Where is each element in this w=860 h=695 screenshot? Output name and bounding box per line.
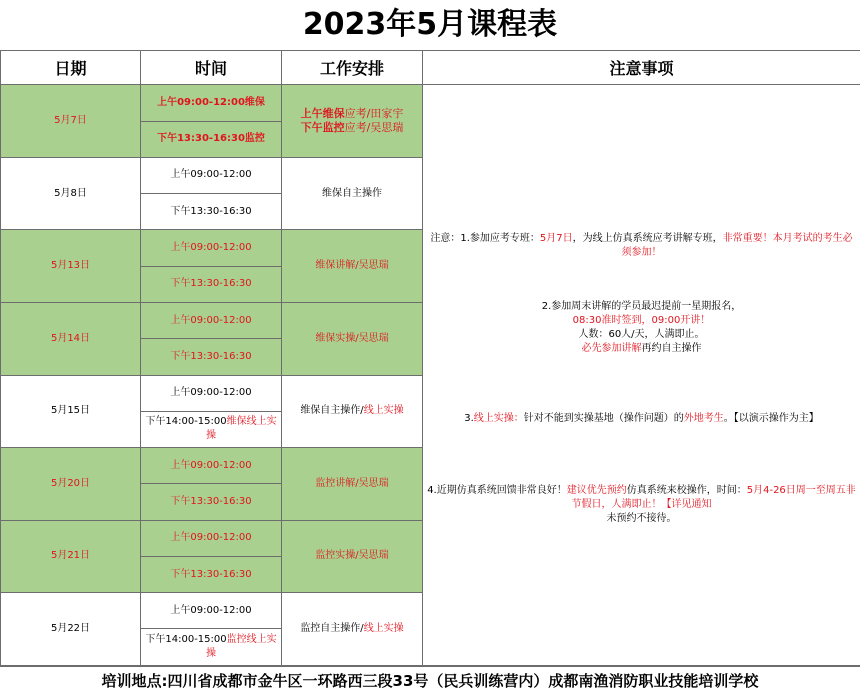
note-3 bbox=[427, 412, 856, 426]
note-2-line-1: 2.参加周末讲解的学员最迟提前一星期报名， bbox=[541, 301, 742, 313]
work-cell: 监控实操/吴思瑞 bbox=[282, 520, 423, 593]
work-line-1-bold: 上午维保 bbox=[300, 107, 345, 121]
note-1-desc: ，为线上仿真系统应考讲解专班， bbox=[572, 233, 723, 245]
time-morning: 上午09:00-12:00 bbox=[141, 157, 282, 193]
note-1-date: 5月7日 bbox=[539, 233, 573, 245]
table-row bbox=[1, 85, 860, 121]
work-cell: 维保实操/吴思瑞 bbox=[282, 302, 423, 375]
time-afternoon-hours: 下午14:00-15:00 bbox=[145, 634, 227, 646]
header-row bbox=[1, 51, 860, 85]
work-line-2-rest: 应考/吴思瑞 bbox=[344, 121, 404, 135]
note-4-desc: 仿真系统来校操作，时间： bbox=[626, 485, 747, 497]
header-work: 工作安排 bbox=[282, 51, 423, 85]
note-4 bbox=[427, 484, 856, 526]
work-self: 监控自主操作/ bbox=[300, 623, 364, 635]
note-4-dates: 5月4-26日周一至周五非节假日，人满即止！【详见通知 bbox=[571, 485, 856, 511]
work-self: 维保自主操作/ bbox=[300, 405, 364, 417]
note-1-important: 非常重要！本月考试的考生必须参加！ bbox=[621, 233, 853, 259]
time-afternoon-hours: 下午14:00-15:00 bbox=[145, 416, 227, 428]
note-2 bbox=[427, 300, 856, 356]
work-line-1-rest: 应考/田家宇 bbox=[344, 107, 404, 121]
time-afternoon-online: 维保线上实操 bbox=[206, 416, 277, 442]
time-morning: 上午09:00-12:00 bbox=[141, 448, 282, 484]
date-cell: 5月14日 bbox=[1, 302, 141, 375]
note-2-must: 必先参加讲解 bbox=[581, 343, 642, 355]
notes-cell bbox=[423, 85, 860, 666]
time-afternoon: 下午13:30-16:30 bbox=[141, 484, 282, 520]
work-online: 线上实操 bbox=[363, 623, 404, 635]
work-line-2 bbox=[282, 121, 422, 135]
header-date: 日期 bbox=[1, 51, 141, 85]
header-notes: 注意事项 bbox=[423, 51, 860, 85]
date-cell: 5月21日 bbox=[1, 520, 141, 593]
note-2-time: 08:30准时签到，09:00开讲！ bbox=[572, 315, 711, 327]
time-afternoon: 下午13:30-16:30 bbox=[141, 556, 282, 592]
work-line-1 bbox=[282, 107, 422, 121]
date-cell: 5月20日 bbox=[1, 448, 141, 521]
note-3-remote: 外地考生 bbox=[683, 413, 724, 425]
time-morning: 上午09:00-12:00 bbox=[141, 520, 282, 556]
time-afternoon: 下午13:30-16:30 bbox=[141, 194, 282, 230]
time-morning: 上午09:00-12:00维保 bbox=[141, 85, 282, 121]
time-afternoon bbox=[141, 629, 282, 666]
work-cell: 维保自主操作 bbox=[282, 157, 423, 230]
date-cell: 5月22日 bbox=[1, 593, 141, 666]
date-cell: 5月7日 bbox=[1, 85, 141, 158]
note-2-capacity: 人数：60人/天，人满即止。 bbox=[578, 329, 705, 341]
time-afternoon: 下午13:30-16:30监控 bbox=[141, 121, 282, 157]
time-morning: 上午09:00-12:00 bbox=[141, 302, 282, 338]
spacer bbox=[427, 426, 856, 484]
note-4-intro: 4.近期仿真系统回馈非常良好！ bbox=[427, 485, 567, 497]
spacer bbox=[427, 356, 856, 412]
header-time: 时间 bbox=[141, 51, 282, 85]
work-line-2-bold: 下午监控 bbox=[300, 121, 345, 135]
time-afternoon-online: 监控线上实操 bbox=[206, 634, 277, 660]
time-afternoon: 下午13:30-16:30 bbox=[141, 266, 282, 302]
work-cell: 维保讲解/吴思瑞 bbox=[282, 230, 423, 303]
note-4-end: 未预约不接待。 bbox=[606, 513, 677, 525]
work-cell bbox=[282, 85, 423, 158]
date-cell: 5月8日 bbox=[1, 157, 141, 230]
note-3-desc: 针对不能到实操基地（操作问题）的 bbox=[523, 413, 684, 425]
time-morning: 上午09:00-12:00 bbox=[141, 593, 282, 629]
page-title: 2023年5月课程表 bbox=[302, 7, 558, 42]
time-morning: 上午09:00-12:00 bbox=[141, 375, 282, 411]
time-afternoon bbox=[141, 411, 282, 447]
note-1 bbox=[427, 232, 856, 260]
note-4-suggest: 建议优先预约 bbox=[566, 485, 627, 497]
work-cell bbox=[282, 375, 423, 448]
note-1-prefix: 注意：1.参加应考专班： bbox=[430, 233, 540, 245]
time-afternoon: 下午13:30-16:30 bbox=[141, 339, 282, 375]
spacer bbox=[427, 260, 856, 300]
note-3-online: 线上实操： bbox=[473, 413, 524, 425]
work-cell bbox=[282, 593, 423, 666]
note-3-num: 3. bbox=[464, 413, 474, 425]
schedule-table bbox=[0, 50, 860, 666]
time-morning: 上午09:00-12:00 bbox=[141, 230, 282, 266]
footer-address: 培训地点:四川省成都市金牛区一环路西三段33号（民兵训练营内）成都南渔消防职业技能培训学校 bbox=[0, 666, 860, 695]
note-2-then: 再约自主操作 bbox=[641, 343, 702, 355]
date-cell: 5月15日 bbox=[1, 375, 141, 448]
date-cell: 5月13日 bbox=[1, 230, 141, 303]
work-cell: 监控讲解/吴思瑞 bbox=[282, 448, 423, 521]
work-online: 线上实操 bbox=[363, 405, 404, 417]
note-3-end: 。【以演示操作为主】 bbox=[723, 413, 819, 425]
